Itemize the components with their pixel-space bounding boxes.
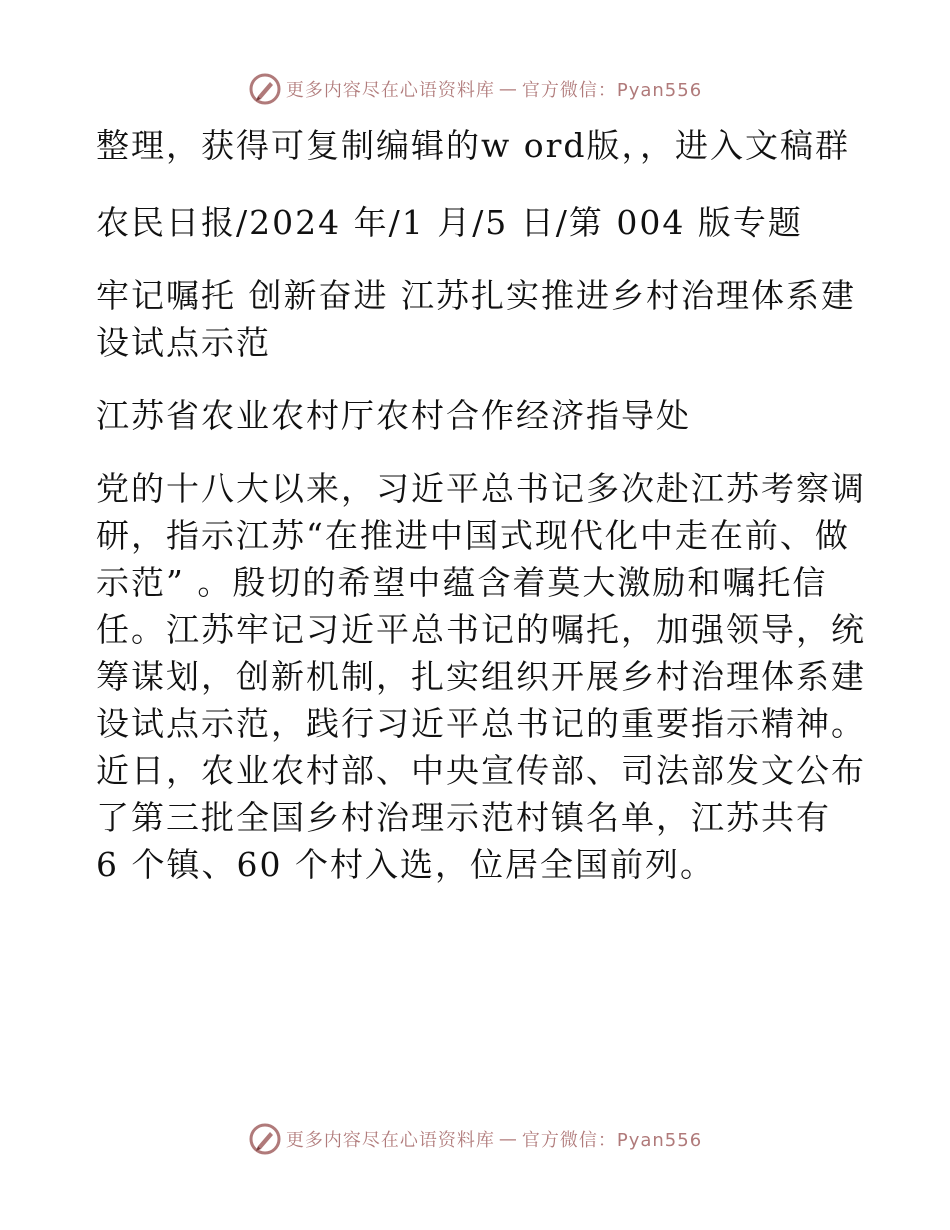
- paragraph-intro: 整理，获得可复制编辑的w ord版，，进入文稿群: [96, 126, 851, 165]
- paragraph-body: 党的十八大以来，习近平总书记多次赴江苏考察调研，指示江苏“在推进中国式现代化中走在前、做示范” 。殷切的希望中蕴含着莫大激励和嘱托信任。江苏牢记习近平总书记的嘱托，加强领导，统筹谋划，创新机制，扎实组织开展乡村治理体系建设试点示范，践行习近平总书记的重要指示精神。近日，农业农村部、中央宣传部、司法部发文公布了第三批全国乡村治理示范村镇名单，江苏共有 6 个镇、60 个村入选，位居全国前列。: [96, 469, 866, 884]
- footer-watermark: [0, 1122, 950, 1156]
- pen-logo-icon: [248, 72, 282, 106]
- watermark-text: 更多内容尽在心语资料库: [285, 1130, 495, 1151]
- watermark-separator: —: [498, 1128, 518, 1150]
- article-title: 牢记嘱托 创新奋进 江苏扎实推进乡村治理体系建设试点示范: [96, 276, 856, 362]
- watermark-separator: —: [498, 78, 518, 100]
- watermark-text: 更多内容尽在心语资料库: [285, 80, 495, 101]
- watermark-contact: 官方微信：Pyan556: [521, 1130, 703, 1151]
- pen-logo-icon: [248, 1122, 282, 1156]
- header-watermark: [0, 72, 950, 106]
- document-body: [96, 122, 866, 914]
- watermark-contact: 官方微信：Pyan556: [521, 80, 703, 101]
- paragraph-source: 农民日报/2024 年/1 月/5 日/第 004 版专题: [96, 203, 803, 242]
- article-author: 江苏省农业农村厅农村合作经济指导处: [96, 396, 691, 435]
